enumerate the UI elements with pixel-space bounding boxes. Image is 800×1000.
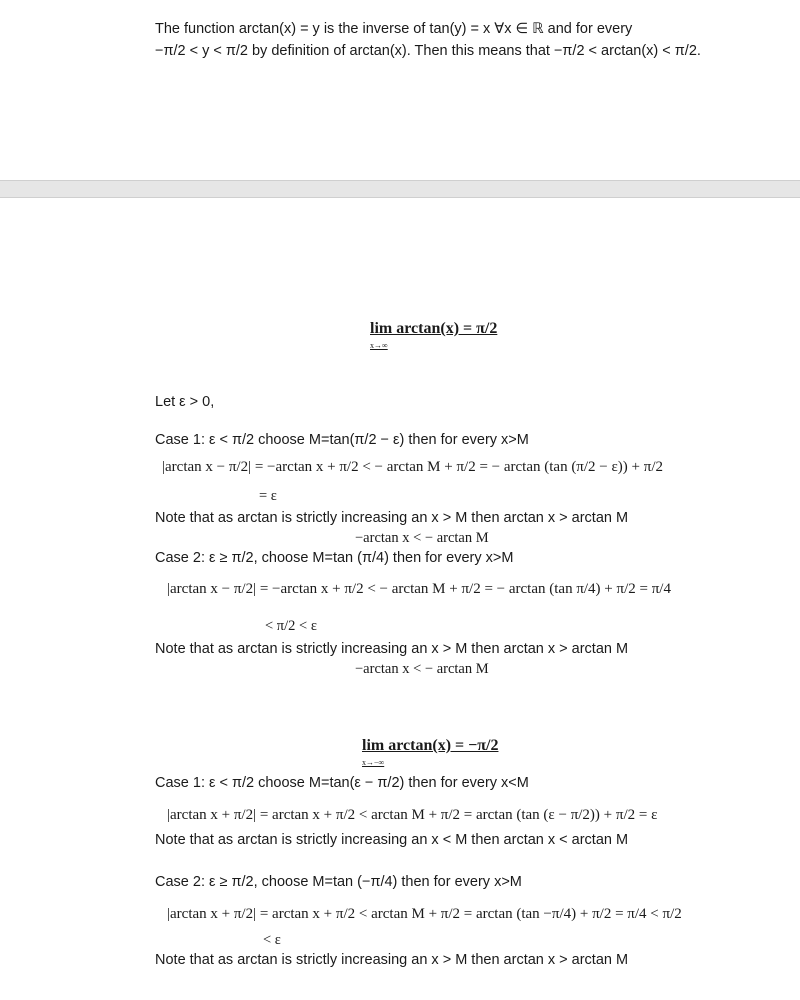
case1-pos-note2: −arctan x < − arctan M [355,530,489,546]
limit-subscript-negative: x→−∞ [362,758,385,767]
case1-pos-title: Case 1: ε < π/2 choose M=tan(π/2 − ε) then for every x>M [155,432,529,448]
case1-neg-note: Note that as arctan is strictly increasing an x < M then arctan x < arctan M [155,832,629,848]
page-bottom [0,198,800,1000]
limit-heading-positive [370,319,497,356]
limit-subscript-positive: x→∞ [370,341,388,350]
page-top [0,0,800,180]
page-separator [0,180,800,198]
limit-heading-negative [362,736,498,773]
case1-neg-title: Case 1: ε < π/2 choose M=tan(ε − π/2) then for every x<M [155,775,529,791]
case2-pos-note2: −arctan x < − arctan M [355,661,489,677]
case2-pos-title: Case 2: ε ≥ π/2, choose M=tan (π/4) then for every x>M [155,550,514,566]
case2-neg-eq2: < ε [263,932,281,948]
let-epsilon: Let ε > 0, [155,394,215,410]
case2-neg-eq1: |arctan x + π/2| = arctan x + π/2 < arctan M + π/2 = arctan (tan −π/4) + π/2 = π/4 < π/2 [167,906,682,922]
case2-pos-eq2: < π/2 < ε [265,618,317,634]
case1-pos-eq1: |arctan x − π/2| = −arctan x + π/2 < − arctan M + π/2 = − arctan (tan (π/2 − ε)) + π/2 [162,459,663,475]
limit-heading-negative-text: lim arctan(x) = −π/2 [362,737,499,754]
case2-neg-note: Note that as arctan is strictly increasing an x > M then arctan x > arctan M [155,952,629,968]
case1-pos-eq2: = ε [259,488,277,504]
intro-line-1: The function arctan(x) = y is the inverse of tan(y) = x ∀x ∈ ℝ and for every [155,21,633,37]
case1-neg-eq1: |arctan x + π/2| = arctan x + π/2 < arctan M + π/2 = arctan (tan (ε − π/2)) + π/2 = ε [167,807,658,823]
case1-pos-note: Note that as arctan is strictly increasing an x > M then arctan x > arctan M [155,510,629,526]
intro-line-2: −π/2 < y < π/2 by definition of arctan(x). Then this means that −π/2 < arctan(x) < π/2. [155,43,701,59]
case2-pos-eq1: |arctan x − π/2| = −arctan x + π/2 < − arctan M + π/2 = − arctan (tan π/4) + π/2 = π/4 [167,581,671,597]
case2-pos-note: Note that as arctan is strictly increasing an x > M then arctan x > arctan M [155,641,629,657]
case2-neg-title: Case 2: ε ≥ π/2, choose M=tan (−π/4) then for every x>M [155,874,522,890]
limit-heading-positive-text: lim arctan(x) = π/2 [370,320,498,337]
